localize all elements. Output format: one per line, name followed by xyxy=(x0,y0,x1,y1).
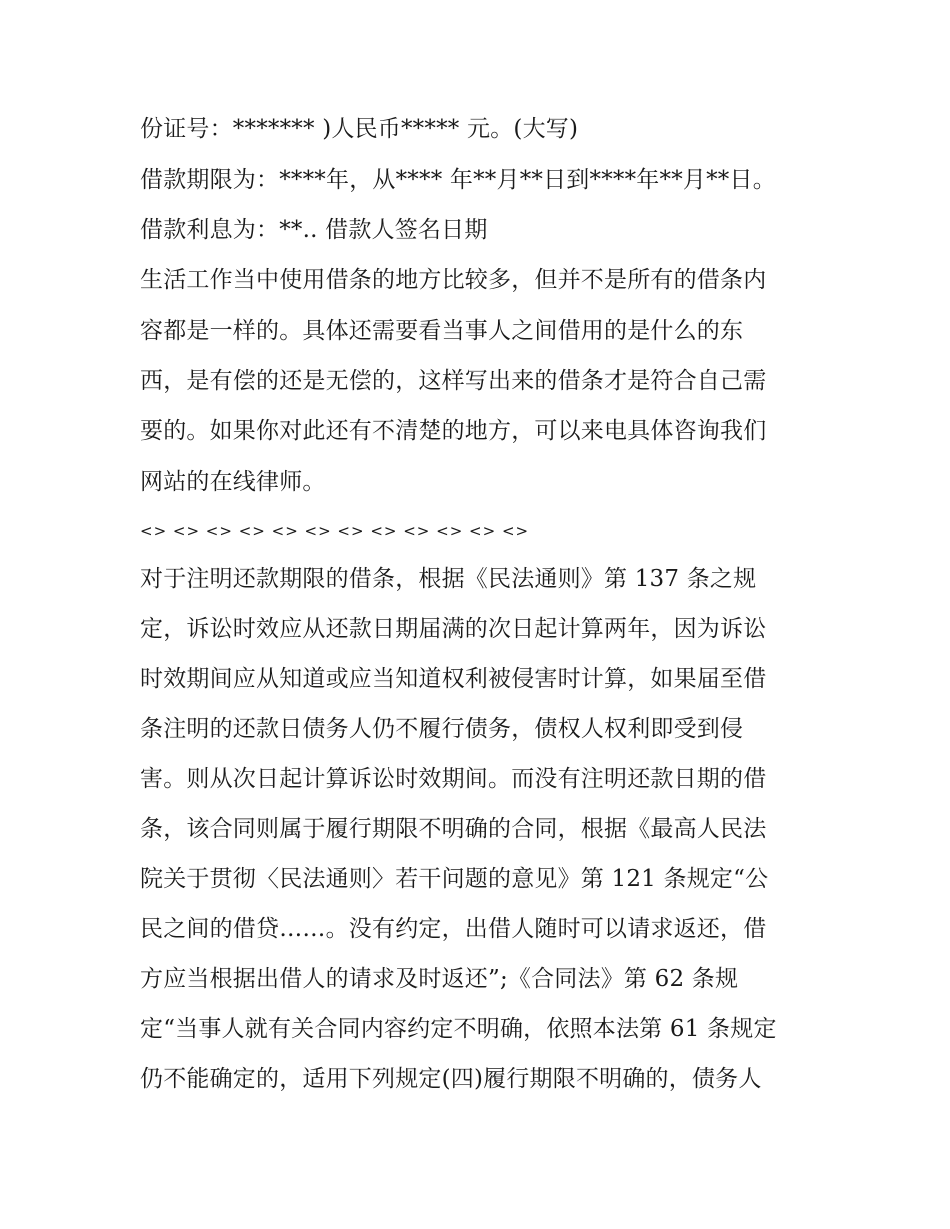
text-line: 西，是有偿的还是无偿的，这样写出来的借条才是符合自己需 xyxy=(140,368,767,394)
text-line: 网站的在线律师。 xyxy=(140,469,326,495)
text-line: 容都是一样的。具体还需要看当事人之间借用的是什么的东 xyxy=(140,318,744,344)
text-line: 定，诉讼时效应从还款日期届满的次日起计算两年，因为诉讼 xyxy=(140,616,767,642)
text-line: 条注明的还款日债务人仍不履行债务，债权人权利即受到侵 xyxy=(140,716,744,742)
text-line: 院关于贯彻〈民法通则〉若干问题的意见》第 121 条规定“公 xyxy=(140,866,769,892)
text-line: 方应当根据出借人的请求及时返还”;《合同法》第 62 条规 xyxy=(140,966,739,992)
text-line: 借款期限为：****年，从**** 年**月**日到****年**月**日。 xyxy=(140,167,776,193)
text-line: 份证号：******* )人民币***** 元。(大写) xyxy=(140,116,579,142)
text-line: 生活工作当中使用借条的地方比较多，但并不是所有的借条内 xyxy=(140,267,767,293)
text-line: 时效期间应从知道或应当知道权利被侵害时计算，如果届至借 xyxy=(140,666,767,692)
text-line: 民之间的借贷……。没有约定，出借人随时可以请求返还，借 xyxy=(140,916,767,942)
text-line: 要的。如果你对此还有不清楚的地方，可以来电具体咨询我们 xyxy=(140,418,767,444)
text-line: 借款利息为：**.. 借款人签名日期 xyxy=(140,217,488,243)
text-line: 条，该合同则属于履行期限不明确的合同，根据《最高人民法 xyxy=(140,816,767,842)
text-line: 仍不能确定的，适用下列规定(四)履行期限不明确的，债务人 xyxy=(140,1066,762,1092)
text-line: 定“当事人就有关合同内容约定不明确，依照本法第 61 条规定 xyxy=(140,1016,777,1042)
text-line: 害。则从次日起计算诉讼时效期间。而没有注明还款日期的借 xyxy=(140,766,767,792)
separator-line: <> <> <> <> <> <> <> <> <> <> <> <> xyxy=(140,522,530,540)
text-line: 对于注明还款期限的借条，根据《民法通则》第 137 条之规 xyxy=(140,566,757,592)
